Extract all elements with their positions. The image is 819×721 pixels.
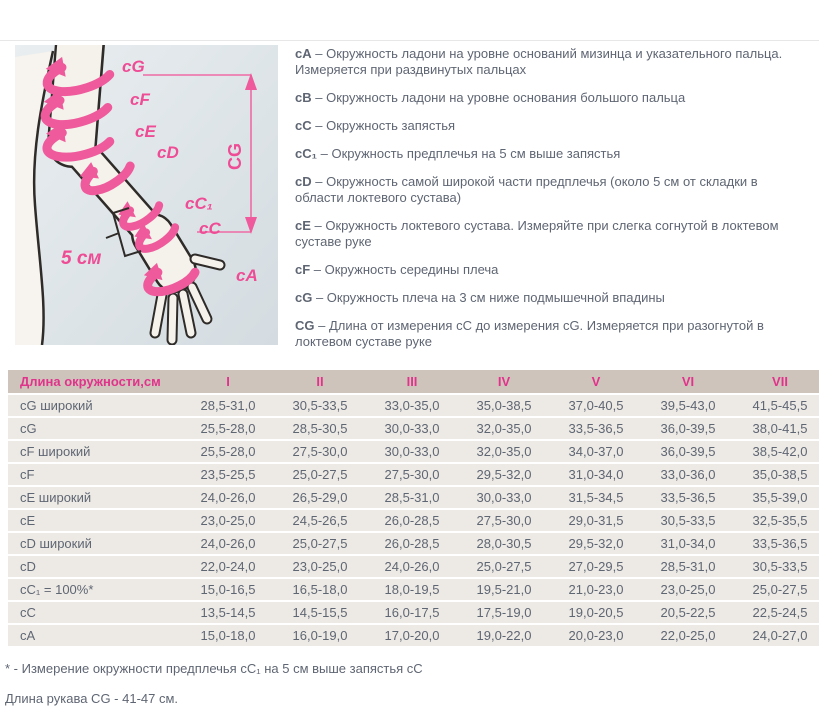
table-row xyxy=(8,464,819,485)
row-value-cell: 23,5-25,5 xyxy=(182,464,274,485)
row-value-cell: 26,5-29,0 xyxy=(274,487,366,508)
arm-measurement-diagram xyxy=(15,45,278,345)
footnotes xyxy=(5,661,423,721)
row-value-cell: 35,0-38,5 xyxy=(734,464,819,485)
row-value-cell: 33,5-36,5 xyxy=(734,533,819,554)
description-item xyxy=(295,218,807,250)
label-cd: cD xyxy=(157,143,179,162)
row-value-cell: 29,5-32,0 xyxy=(458,464,550,485)
row-value-cell: 30,0-33,0 xyxy=(366,441,458,462)
label-length-cg: CG xyxy=(225,143,245,170)
row-label-cell: cG xyxy=(8,418,182,439)
label-ca: cA xyxy=(236,266,258,285)
row-value-cell: 28,5-30,5 xyxy=(274,418,366,439)
table-header-size: IV xyxy=(458,370,550,393)
row-label-cell: cD xyxy=(8,556,182,577)
table-row xyxy=(8,441,819,462)
size-table-header-row xyxy=(8,370,819,393)
row-value-cell: 25,0-27,5 xyxy=(274,533,366,554)
row-value-cell: 32,0-35,0 xyxy=(458,441,550,462)
size-table xyxy=(8,368,819,648)
measurement-code: cF xyxy=(295,262,311,277)
row-value-cell: 37,0-40,5 xyxy=(550,395,642,416)
row-value-cell: 24,0-26,0 xyxy=(182,487,274,508)
measurement-text: – Окружность ладони на уровне основания большого пальца xyxy=(311,90,686,105)
footnote: * - Измерение окружности предплечья cC₁ на 5 см выше запястья cC xyxy=(5,661,423,676)
row-value-cell: 39,5-43,0 xyxy=(642,395,734,416)
row-value-cell: 24,0-26,0 xyxy=(366,556,458,577)
table-row xyxy=(8,579,819,600)
row-label-cell: cF xyxy=(8,464,182,485)
measurement-text: – Длина от измерения cC до измерения cG. Измеряется при разогнутой в локтевом суставе руке xyxy=(295,318,764,349)
row-label-cell: cA xyxy=(8,625,182,646)
row-value-cell: 19,0-20,5 xyxy=(550,602,642,623)
table-header-size: VII xyxy=(734,370,819,393)
row-value-cell: 20,0-23,0 xyxy=(550,625,642,646)
row-value-cell: 26,0-28,5 xyxy=(366,510,458,531)
footnote: Длина рукава CG - 41-47 см. xyxy=(5,691,179,706)
row-value-cell: 31,0-34,0 xyxy=(550,464,642,485)
measurement-code: cC₁ xyxy=(295,146,317,161)
row-value-cell: 17,0-20,0 xyxy=(366,625,458,646)
row-value-cell: 35,5-39,0 xyxy=(734,487,819,508)
table-row xyxy=(8,510,819,531)
row-value-cell: 24,0-26,0 xyxy=(182,533,274,554)
row-value-cell: 16,5-18,0 xyxy=(274,579,366,600)
description-item xyxy=(295,118,807,134)
row-value-cell: 14,5-15,5 xyxy=(274,602,366,623)
description-item xyxy=(295,318,807,350)
row-value-cell: 27,0-29,5 xyxy=(550,556,642,577)
row-value-cell: 32,5-35,5 xyxy=(734,510,819,531)
row-value-cell: 32,0-35,0 xyxy=(458,418,550,439)
row-value-cell: 25,0-27,5 xyxy=(734,579,819,600)
measurement-code: cD xyxy=(295,174,312,189)
row-value-cell: 17,5-19,0 xyxy=(458,602,550,623)
table-row xyxy=(8,395,819,416)
row-value-cell: 28,5-31,0 xyxy=(366,487,458,508)
row-label-cell: cG широкий xyxy=(8,395,182,416)
row-value-cell: 22,0-24,0 xyxy=(182,556,274,577)
row-value-cell: 41,5-45,5 xyxy=(734,395,819,416)
measurement-code: CG xyxy=(295,318,315,333)
row-label-cell: cC xyxy=(8,602,182,623)
row-value-cell: 38,0-41,5 xyxy=(734,418,819,439)
row-value-cell: 30,0-33,0 xyxy=(366,418,458,439)
row-value-cell: 27,5-30,0 xyxy=(458,510,550,531)
table-row xyxy=(8,487,819,508)
description-item xyxy=(295,90,807,106)
row-value-cell: 29,5-32,0 xyxy=(550,533,642,554)
measurement-text: – Окружность локтевого сустава. Измеряйте при слегка согнутой в локтевом суставе руке xyxy=(295,218,779,249)
row-value-cell: 38,5-42,0 xyxy=(734,441,819,462)
description-item xyxy=(295,174,807,206)
row-value-cell: 16,0-19,0 xyxy=(274,625,366,646)
row-value-cell: 23,0-25,0 xyxy=(642,579,734,600)
row-value-cell: 24,5-26,5 xyxy=(274,510,366,531)
row-value-cell: 25,0-27,5 xyxy=(458,556,550,577)
row-value-cell: 28,5-31,0 xyxy=(182,395,274,416)
row-value-cell: 30,5-33,5 xyxy=(642,510,734,531)
label-five-cm: 5 см xyxy=(61,248,102,269)
row-value-cell: 34,0-37,0 xyxy=(550,441,642,462)
row-value-cell: 31,5-34,5 xyxy=(550,487,642,508)
row-value-cell: 20,5-22,5 xyxy=(642,602,734,623)
row-value-cell: 33,5-36,5 xyxy=(550,418,642,439)
row-value-cell: 13,5-14,5 xyxy=(182,602,274,623)
measurement-text: – Окружность самой широкой части предплечья (около 5 см от складки в области локтевого сустава) xyxy=(295,174,758,205)
table-header-size: V xyxy=(550,370,642,393)
row-value-cell: 25,5-28,0 xyxy=(182,418,274,439)
row-value-cell: 26,0-28,5 xyxy=(366,533,458,554)
row-value-cell: 33,5-36,5 xyxy=(642,487,734,508)
row-label-cell: cF широкий xyxy=(8,441,182,462)
label-cf: cF xyxy=(130,90,150,109)
row-value-cell: 33,0-36,0 xyxy=(642,464,734,485)
table-row xyxy=(8,418,819,439)
measurement-code: cB xyxy=(295,90,312,105)
row-value-cell: 18,0-19,5 xyxy=(366,579,458,600)
row-value-cell: 28,0-30,5 xyxy=(458,533,550,554)
top-divider xyxy=(0,40,819,41)
table-row xyxy=(8,625,819,646)
table-row xyxy=(8,602,819,623)
row-value-cell: 29,0-31,5 xyxy=(550,510,642,531)
row-label-cell: cC₁ = 100%* xyxy=(8,579,182,600)
row-value-cell: 15,0-18,0 xyxy=(182,625,274,646)
row-value-cell: 25,0-27,5 xyxy=(274,464,366,485)
measurement-code: cA xyxy=(295,46,312,61)
label-cc: cC xyxy=(199,219,221,238)
row-value-cell: 33,0-35,0 xyxy=(366,395,458,416)
row-value-cell: 31,0-34,0 xyxy=(642,533,734,554)
table-header-size: II xyxy=(274,370,366,393)
measurement-guide xyxy=(15,45,807,362)
measurement-code: cG xyxy=(295,290,313,305)
row-value-cell: 35,0-38,5 xyxy=(458,395,550,416)
size-table-body xyxy=(8,395,819,646)
table-header-size: I xyxy=(182,370,274,393)
row-value-cell: 19,0-22,0 xyxy=(458,625,550,646)
row-value-cell: 24,0-27,0 xyxy=(734,625,819,646)
label-cc1: cC₁ xyxy=(185,194,213,213)
row-value-cell: 21,0-23,0 xyxy=(550,579,642,600)
row-value-cell: 28,5-31,0 xyxy=(642,556,734,577)
row-value-cell: 19,5-21,0 xyxy=(458,579,550,600)
row-value-cell: 16,0-17,5 xyxy=(366,602,458,623)
row-value-cell: 30,0-33,0 xyxy=(458,487,550,508)
label-cg: cG xyxy=(122,57,145,76)
measurement-text: – Окружность запястья xyxy=(311,118,456,133)
measurement-code: cC xyxy=(295,118,312,133)
row-value-cell: 36,0-39,5 xyxy=(642,441,734,462)
table-header-label: Длина окружности,см xyxy=(8,370,182,393)
row-value-cell: 27,5-30,0 xyxy=(366,464,458,485)
row-value-cell: 36,0-39,5 xyxy=(642,418,734,439)
row-label-cell: cD широкий xyxy=(8,533,182,554)
row-value-cell: 15,0-16,5 xyxy=(182,579,274,600)
table-row xyxy=(8,533,819,554)
row-value-cell: 27,5-30,0 xyxy=(274,441,366,462)
size-table-wrap xyxy=(8,368,814,648)
arm-illustration xyxy=(15,45,278,345)
description-item xyxy=(295,46,807,78)
row-label-cell: cE xyxy=(8,510,182,531)
label-ce: cE xyxy=(135,122,156,141)
measurement-text: – Окружность предплечья на 5 см выше запястья xyxy=(317,146,621,161)
measurement-text: – Окружность ладони на уровне оснований мизинца и указательного пальца. Измеряется при раздвинутых пальцах xyxy=(295,46,783,77)
row-value-cell: 30,5-33,5 xyxy=(734,556,819,577)
row-value-cell: 22,0-25,0 xyxy=(642,625,734,646)
table-header-size: III xyxy=(366,370,458,393)
table-row xyxy=(8,556,819,577)
row-value-cell: 25,5-28,0 xyxy=(182,441,274,462)
description-item xyxy=(295,290,807,306)
table-header-size: VI xyxy=(642,370,734,393)
description-list xyxy=(295,45,807,362)
row-value-cell: 23,0-25,0 xyxy=(182,510,274,531)
description-item xyxy=(295,262,807,278)
measurement-text: – Окружность плеча на 3 см ниже подмышечной впадины xyxy=(312,290,665,305)
row-label-cell: cE широкий xyxy=(8,487,182,508)
description-item xyxy=(295,146,807,162)
row-value-cell: 23,0-25,0 xyxy=(274,556,366,577)
row-value-cell: 30,5-33,5 xyxy=(274,395,366,416)
measurement-code: cE xyxy=(295,218,311,233)
measurement-text: – Окружность середины плеча xyxy=(310,262,499,277)
row-value-cell: 22,5-24,5 xyxy=(734,602,819,623)
